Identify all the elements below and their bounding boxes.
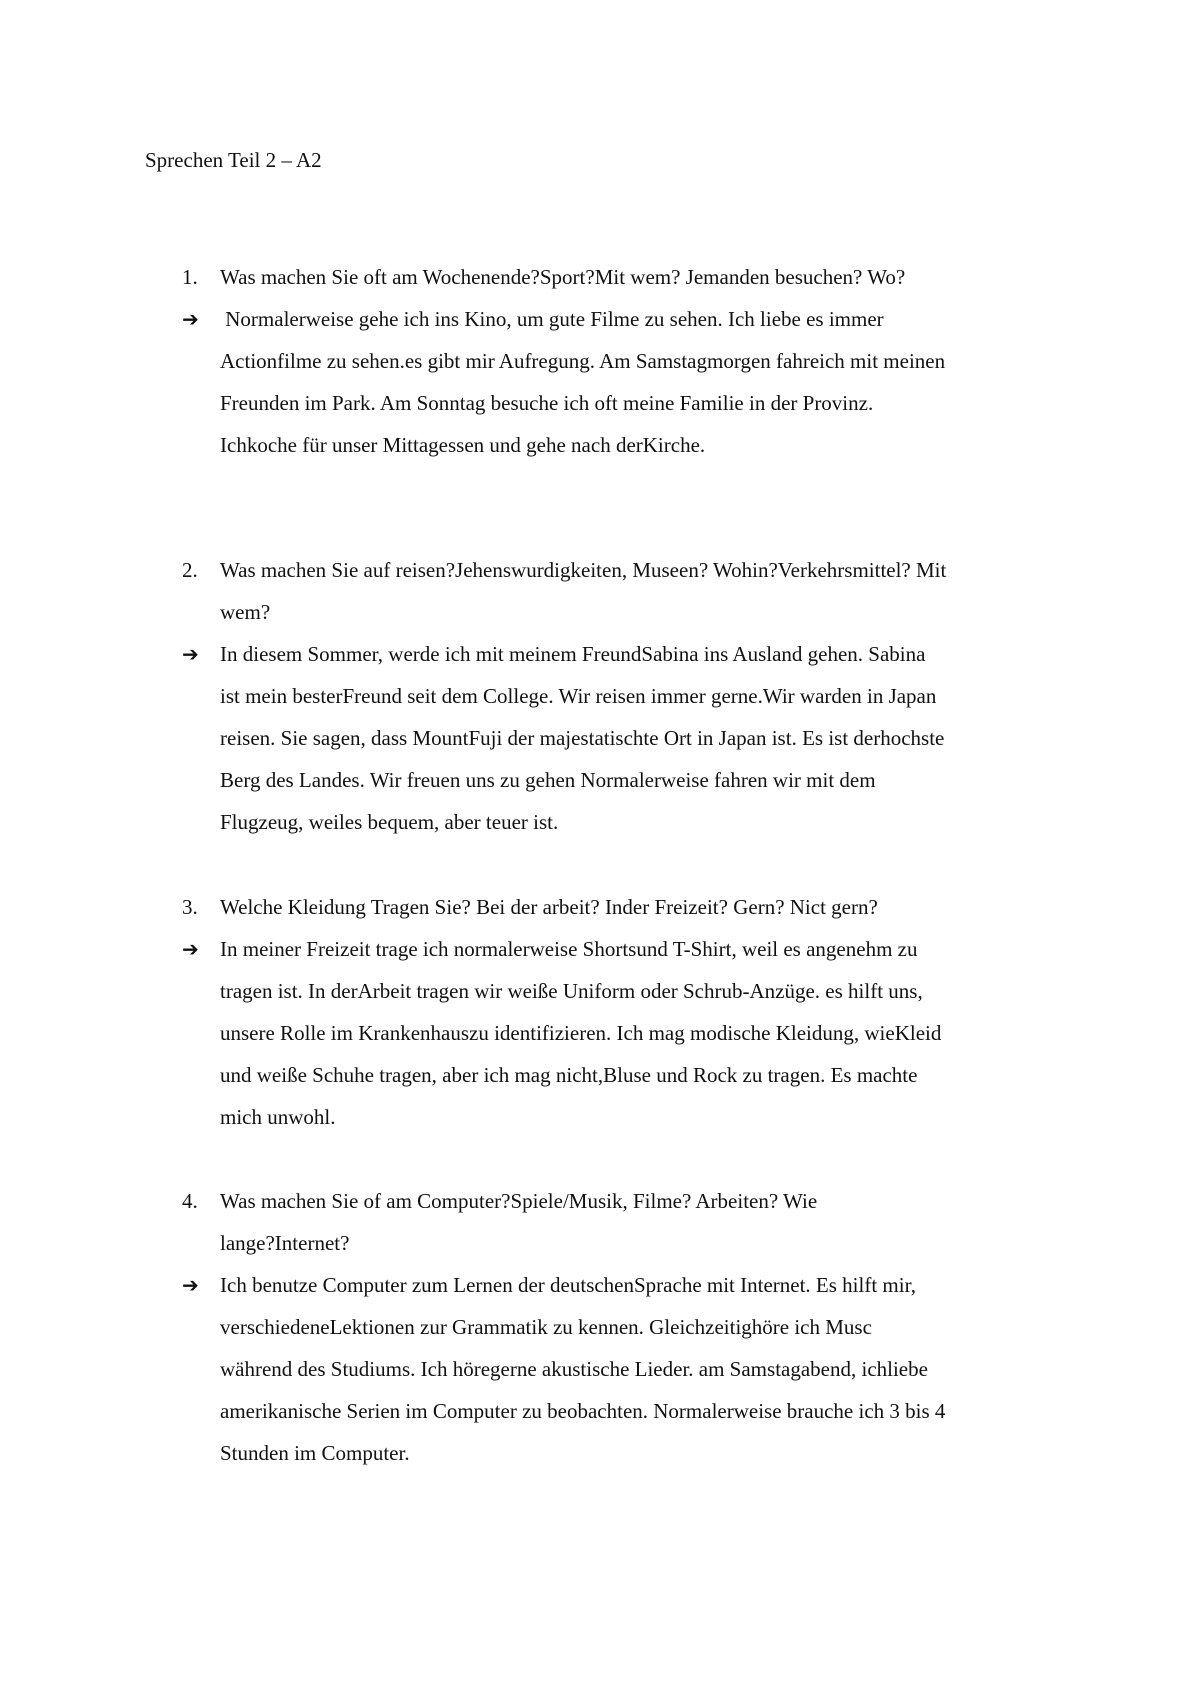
answer-line: amerikanische Serien im Computer zu beobachten. Normalerweise brauche ich 3 bis 4: [220, 1399, 946, 1423]
answer-line: mich unwohl.: [220, 1105, 336, 1129]
answer-line: und weiße Schuhe tragen, aber ich mag nicht,Bluse und Rock zu tragen. Es machte: [220, 1063, 918, 1087]
answer-line: tragen ist. In derArbeit tragen wir weiße Uniform oder Schrub-Anzüge. es hilft uns,: [220, 979, 923, 1003]
answer-line: Ichkoche für unser Mittagessen und gehe nach derKirche.: [220, 433, 706, 457]
answer-line: unsere Rolle im Krankenhauszu identifizieren. Ich mag modische Kleidung, wieKleid: [220, 1021, 942, 1045]
question-text: [220, 256, 1070, 298]
question-text: [220, 1180, 1070, 1264]
answer-row: [0, 1264, 1200, 1474]
answer-line: In meiner Freizeit trage ich normalerweise Shortsund T-Shirt, weil es angenehm zu: [220, 937, 918, 961]
answer-line: Freunden im Park. Am Sonntag besuche ich oft meine Familie in der Provinz.: [220, 391, 874, 415]
question-line: Was machen Sie oft am Wochenende?Sport?Mit wem? Jemanden besuchen? Wo?: [220, 265, 906, 289]
answer-row: [0, 298, 1200, 466]
arrow-right-icon: ➔: [182, 642, 199, 666]
answer-line: Flugzeug, weiles bequem, aber teuer ist.: [220, 810, 559, 834]
question-text: [220, 886, 1070, 928]
answer-line: reisen. Sie sagen, dass MountFuji der majestatischte Ort in Japan ist. Es ist derhochste: [220, 726, 945, 750]
answer-line: verschiedeneLektionen zur Grammatik zu kennen. Gleichzeitighöre ich Musc: [220, 1315, 872, 1339]
answer-row: [0, 928, 1200, 1138]
page-title: Sprechen Teil 2 – A2: [145, 148, 322, 172]
answer-line: In diesem Sommer, werde ich mit meinem FreundSabina ins Ausland gehen. Sabina: [220, 642, 926, 666]
arrow-right-icon: ➔: [182, 937, 199, 961]
question-item-3: [0, 886, 1200, 1138]
answer-line: Stunden im Computer.: [220, 1441, 410, 1465]
question-item-1: [0, 256, 1200, 466]
question-number: 1.: [182, 265, 198, 289]
question-row: [0, 1180, 1200, 1264]
question-text: [220, 549, 1070, 633]
answer-text: [220, 928, 1070, 1138]
arrow-right-icon: ➔: [182, 1273, 199, 1297]
answer-row: [0, 633, 1200, 843]
question-line: Welche Kleidung Tragen Sie? Bei der arbeit? Inder Freizeit? Gern? Nict gern?: [220, 895, 878, 919]
answer-text: [220, 633, 1070, 843]
question-line: lange?Internet?: [220, 1231, 350, 1255]
question-number: 4.: [182, 1189, 198, 1213]
answer-text: [220, 298, 1070, 466]
answer-line: Actionfilme zu sehen.es gibt mir Aufregung. Am Samstagmorgen fahreich mit meinen: [220, 349, 946, 373]
arrow-right-icon: ➔: [182, 307, 199, 331]
question-row: [0, 549, 1200, 633]
question-line: Was machen Sie of am Computer?Spiele/Musik, Filme? Arbeiten? Wie: [220, 1189, 818, 1213]
answer-line: Normalerweise gehe ich ins Kino, um gute Filme zu sehen. Ich liebe es immer: [220, 307, 884, 331]
question-row: [0, 256, 1200, 298]
answer-line: Berg des Landes. Wir freuen uns zu gehen Normalerweise fahren wir mit dem: [220, 768, 876, 792]
question-number: 2.: [182, 558, 198, 582]
answer-text: [220, 1264, 1070, 1474]
question-row: [0, 886, 1200, 928]
answer-line: während des Studiums. Ich höregerne akustische Lieder. am Samstagabend, ichliebe: [220, 1357, 928, 1381]
question-item-2: [0, 549, 1200, 843]
question-item-4: [0, 1180, 1200, 1474]
question-line: wem?: [220, 600, 271, 624]
question-number: 3.: [182, 895, 198, 919]
answer-line: ist mein besterFreund seit dem College. Wir reisen immer gerne.Wir warden in Japan: [220, 684, 937, 708]
answer-line: Ich benutze Computer zum Lernen der deutschenSprache mit Internet. Es hilft mir,: [220, 1273, 917, 1297]
question-line: Was machen Sie auf reisen?Jehenswurdigkeiten, Museen? Wohin?Verkehrsmittel? Mit: [220, 558, 947, 582]
